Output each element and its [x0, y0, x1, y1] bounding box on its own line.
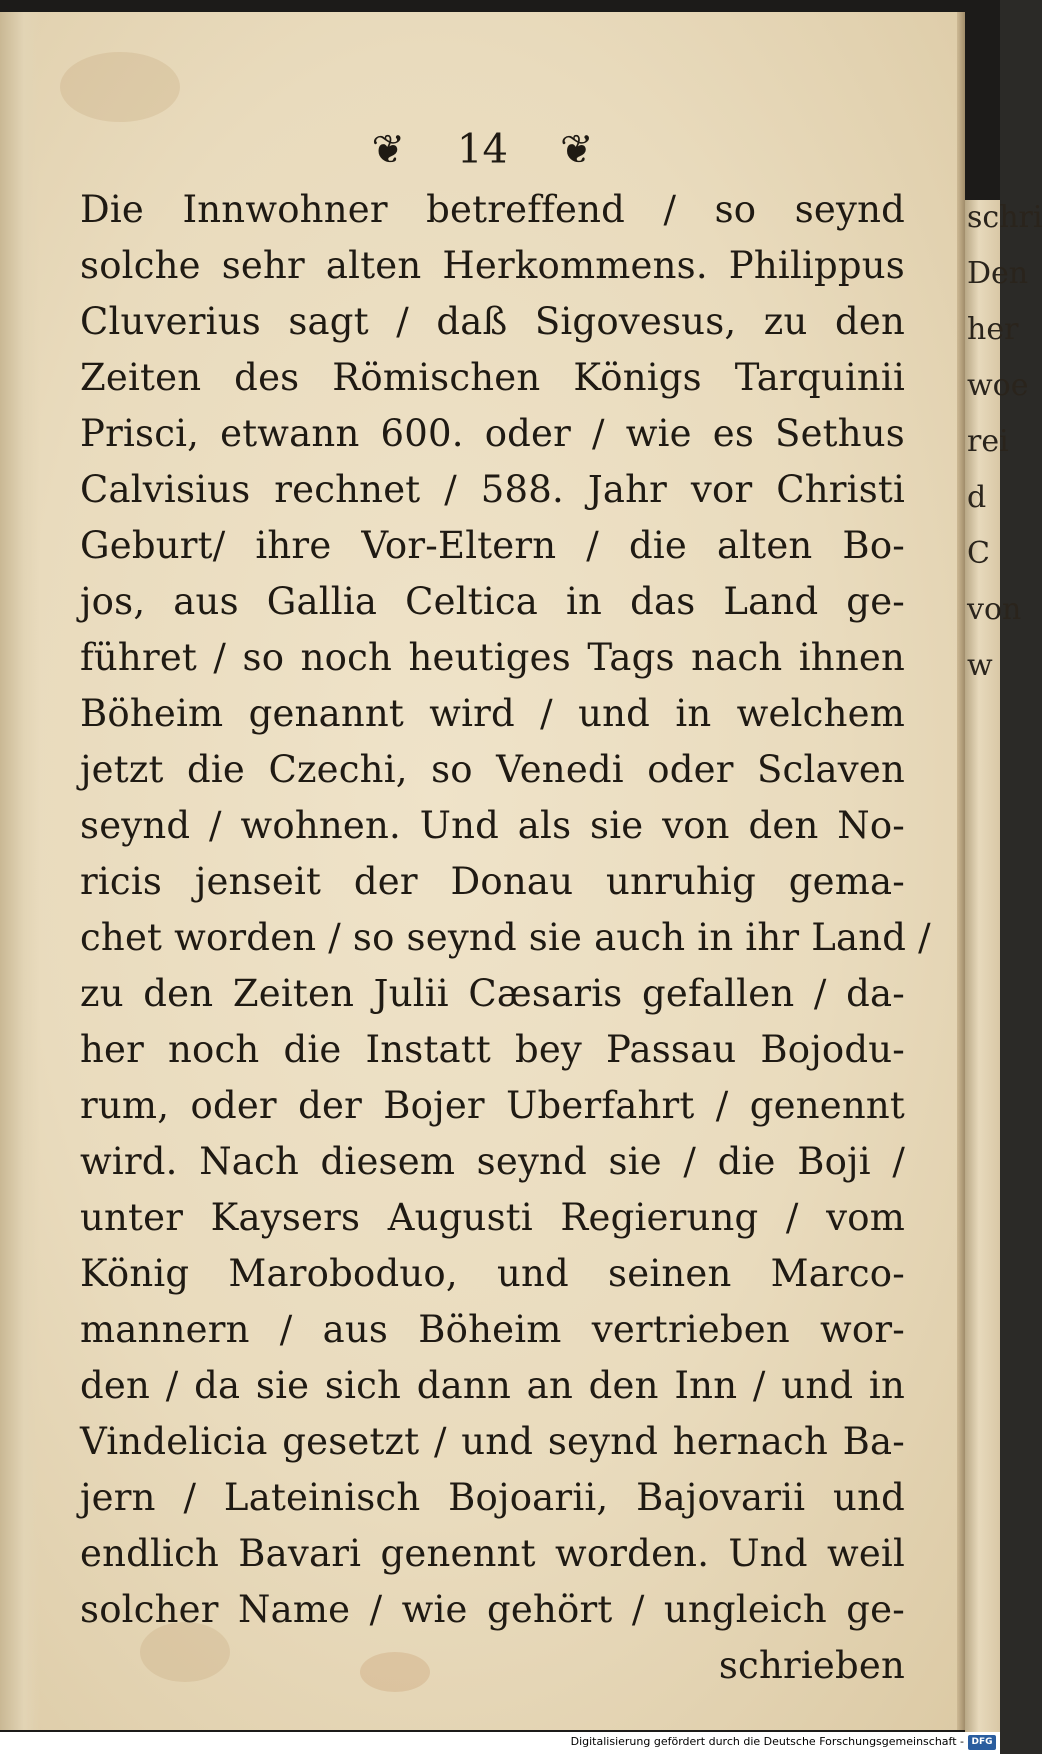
adjacent-page-fragment: her	[967, 312, 1019, 347]
text-line: endlich Bavari genennt worden. Und weil	[80, 1532, 905, 1575]
text-line: Geburt/ ihre Vor-Eltern / die alten Bo-	[80, 524, 905, 567]
page-edge	[957, 12, 965, 1730]
text-line: wird. Nach diesem seynd sie / die Boji /	[80, 1140, 905, 1183]
adjacent-page-fragment: woe	[967, 368, 1029, 403]
text-line: Böheim genannt wird / und in welchem	[80, 692, 905, 735]
text-line: den / da sie sich dann an den Inn / und in	[80, 1364, 905, 1407]
adjacent-page-fragment: d	[967, 480, 987, 515]
body-text	[80, 182, 931, 1694]
text-line: Cluverius sagt / daß Sigovesus, zu den	[80, 300, 905, 343]
text-line: Vindelicia gesetzt / und seynd hernach Ba-	[80, 1420, 905, 1463]
paper-stain	[60, 52, 180, 122]
text-line: mannern / aus Böheim vertrieben wor-	[80, 1308, 905, 1351]
text-line: Prisci, etwann 600. oder / wie es Sethus	[80, 412, 905, 455]
text-line: unter Kaysers Augusti Regierung / vom	[80, 1196, 905, 1239]
text-line: solcher Name / wie gehört / ungleich ge-	[80, 1588, 905, 1631]
adjacent-page-fragment: rei	[967, 424, 1009, 459]
text-line: her noch die Instatt bey Passau Bojodu-	[80, 1028, 905, 1071]
text-line: jetzt die Czechi, so Venedi oder Sclaven	[80, 748, 905, 791]
page-fold-shadow	[0, 12, 40, 1730]
text-line: König Maroboduo, und seinen Marco-	[80, 1252, 905, 1295]
text-line: jern / Lateinisch Bojoarii, Bajovarii und	[80, 1476, 905, 1519]
adjacent-page-fragment: C	[967, 536, 990, 571]
text-line: chet worden / so seynd sie auch in ihr Land /	[80, 916, 931, 959]
book-page	[0, 12, 965, 1730]
text-line: rum, oder der Bojer Uberfahrt / genennt	[80, 1084, 905, 1127]
catchword: schrieben	[718, 1644, 905, 1687]
adjacent-page-fragment: Den	[967, 256, 1029, 291]
text-line: Calvisius rechnet / 588. Jahr vor Christi	[80, 468, 905, 511]
adjacent-page-edge	[965, 200, 1042, 1740]
fleuron-ornament-icon: ❦	[560, 126, 594, 173]
page-header	[0, 124, 965, 173]
adjacent-page-fragment: von	[967, 592, 1022, 627]
funding-credit: Digitalisierung gefördert durch die Deutsche Forschungsgemeinschaft -	[570, 1735, 964, 1748]
digitization-footer	[0, 1732, 1000, 1754]
text-line: Die Innwohner betreffend / so seynd	[80, 188, 905, 231]
dfg-logo: DFG	[968, 1735, 996, 1750]
text-line: seynd / wohnen. Und als sie von den No-	[80, 804, 905, 847]
adjacent-page-fragment: schri	[967, 200, 1042, 235]
text-line: ricis jenseit der Donau unruhig gema-	[80, 860, 905, 903]
adjacent-page-fragment: w	[967, 648, 993, 683]
fleuron-ornament-icon: ❦	[371, 126, 405, 173]
text-line: jos, aus Gallia Celtica in das Land ge-	[80, 580, 905, 623]
text-line: solche sehr alten Herkommens. Philippus	[80, 244, 905, 287]
text-line: Zeiten des Römischen Königs Tarquinii	[80, 356, 905, 399]
text-line: zu den Zeiten Julii Cæsaris gefallen / da-	[80, 972, 905, 1015]
text-line: führet / so noch heutiges Tags nach ihnen	[80, 636, 905, 679]
page-number: 14	[457, 126, 508, 173]
